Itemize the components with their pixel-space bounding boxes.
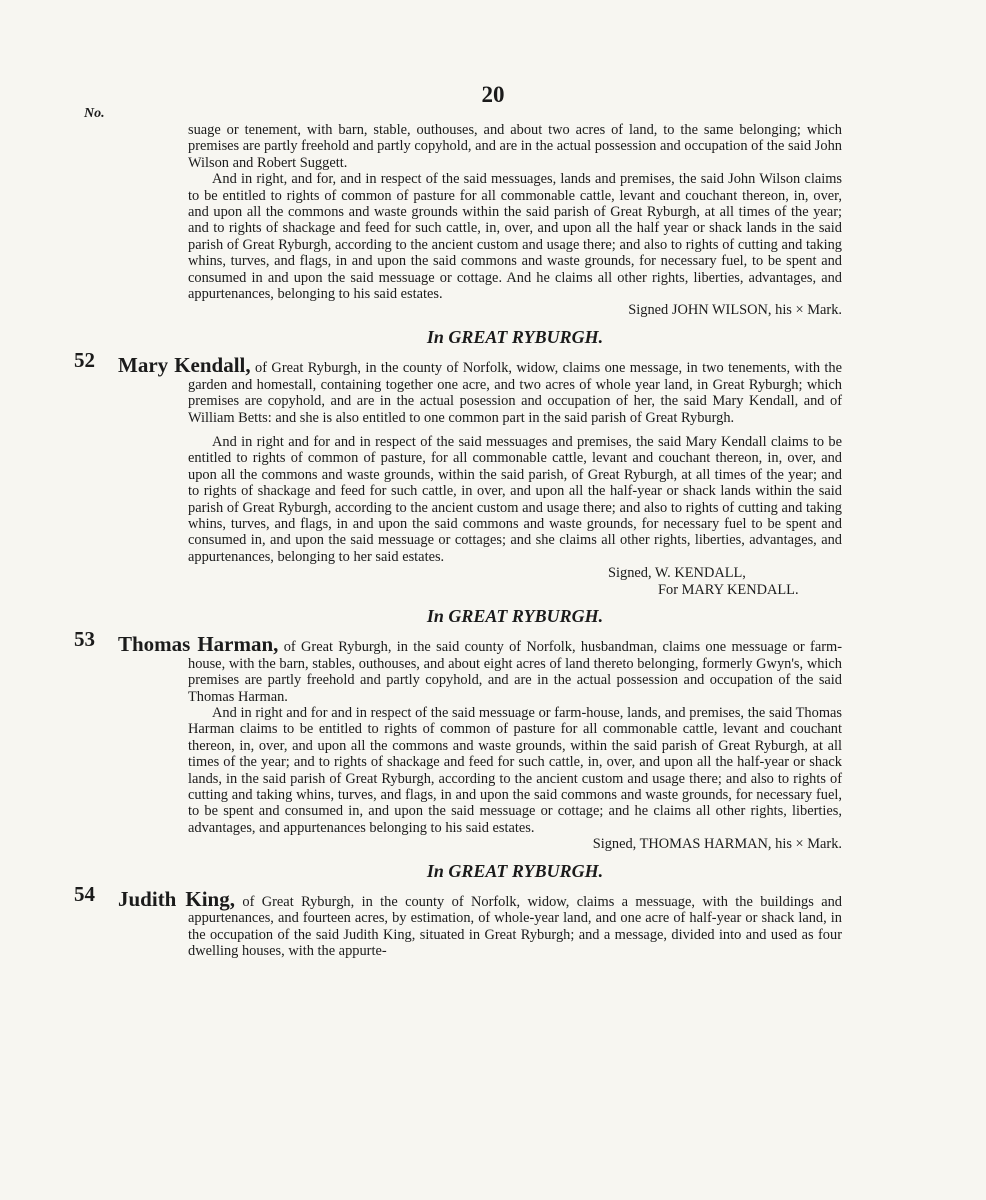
section-heading: In GREAT RYBURGH. [426,326,604,347]
claim-number: 52 [74,348,95,373]
page-number: 20 [481,82,505,107]
section-heading: In GREAT RYBURGH. [426,860,604,881]
claim-53 [74,627,842,853]
claim-signature: Signed, THOMAS HARMAN, his × Mark. [592,836,842,853]
claim-rights: And in right and for and in respect of the said messuages and premises, the said Mary Kendall claims to be entitled to rights of common of pasture, for all commonable cattle, levant and couchant thereon, in, over, and upon all the commons and waste grounds, within the said parish, of Great Ryburgh, at all times of the year; and to rights of shackage and feed for such cattle, in over, and upon all the half-year or shack lands within the said parish of Great Ryburgh, according to the ancient custom and usage there; and also to rights of cutting and taking whins, turves, and flags, in and upon the said commons and waste grounds, for necessary fuel to be spent and consumed in, and upon the said messuage or cottages; and she claims all other rights, liberties, advantages, and appurtenances, belonging to her said estates. [188,433,842,565]
claim-text: of Great Ryburgh, in the county of Norfolk, widow, claims a messuage, with the buildings and appurtenances, and fourteen acres, by estimation, of whole-year land, and one acre of half-year or shack land, in the occupation of the said Judith King, situated in Great Ryburgh; and a message, divided into and used as four dwelling houses, with the appurte- [188,894,842,960]
claim-text: of Great Ryburgh, in the said county of Norfolk, husbandman, claims one messuage or farm-house, with the barn, stables, outhouses, and about eight acres of land thereto belonging, formerly Gwyn's, which premises are partly freehold and partly copyhold, and are in the actual possession and occupation of the said Thomas Harman. [188,639,842,705]
intro-paragraph: suage or tenement, with barn, stable, outhouses, and about two acres of land, to the same belonging; which premises are partly freehold and partly copyhold, and are in the actual possession and occupation of the said John Wilson and Robert Suggett. [188,122,842,171]
signature-line-1: Signed, W. KENDALL, [608,565,746,582]
claimant-name: Judith King, [118,887,235,912]
section-heading: In GREAT RYBURGH. [426,605,604,626]
claim-number: 54 [74,882,95,907]
claim-text: of Great Ryburgh, in the county of Norfolk, widow, claims one message, in two tenements, with the garden and homestall, containing together one acre, and two acres of whole year land, in Great Ryburgh; which premises are copyhold, and are in the actual posession and occupation of her, the said Mary Kendall, and of William Betts: and she is also entitled to one common part in the said parish of Great Ryburgh. [188,360,843,426]
claim-rights: And in right and for and in respect of the said messuage or farm-house, lands, and premises, the said Thomas Harman claims to be entitled to rights of common of pasture for all commonable cattle, levant and couchant thereon, in, over, and upon all the commons and waste grounds, within the said parish of Great Ryburgh, at all times of the year; and to rights of shackage and feed for such cattle, in, over, and upon all the half-year or shack lands, in the said parish of Great Ryburgh, according to the ancient custom and usage there; and also to rights of cutting and taking whins, turves, and flags, in and upon the said commons and waste grounds, for necessary fuel, to be spent and consumed in, and upon the said messuage or cottage; and he claims all other rights, liberties, advantages, and appurtenances belonging to his said estates. [188,705,842,836]
claimant-name: Mary Kendall, [118,353,251,378]
intro-signature: Signed JOHN WILSON, his × Mark. [628,302,842,319]
claim-signature [188,565,842,598]
claim-number: 53 [74,627,95,652]
intro-rights-paragraph: And in right, and for, and in respect of the said messuages, lands and premises, the said John Wilson claims to be entitled to rights of common of pasture for all commonable cattle, levant and couchant thereon, in, over, and upon all the commons and waste grounds within the said parish of Great Ryburgh, at all times of the year; and to rights of shackage and feed for such cattle, in, over, and upon all the half year or shack lands in the said parish of Great Ryburgh, according to the ancient custom and usage there; and also to rights of cutting and taking whins, turves, and flags, in and upon the said commons and waste grounds, for necessary fuel, to be spent and consumed in and upon the said messuage or cottage. And he claims all other rights, liberties, advantages, and appurtenances, belonging to his said estates. [188,171,842,303]
signature-line-2: For MARY KENDALL. [658,581,799,598]
no-column-label: No. [84,106,105,121]
claim-54 [74,882,842,960]
document-body [74,122,843,960]
claim-52 [74,348,843,598]
claimant-name: Thomas Harman, [118,632,279,657]
